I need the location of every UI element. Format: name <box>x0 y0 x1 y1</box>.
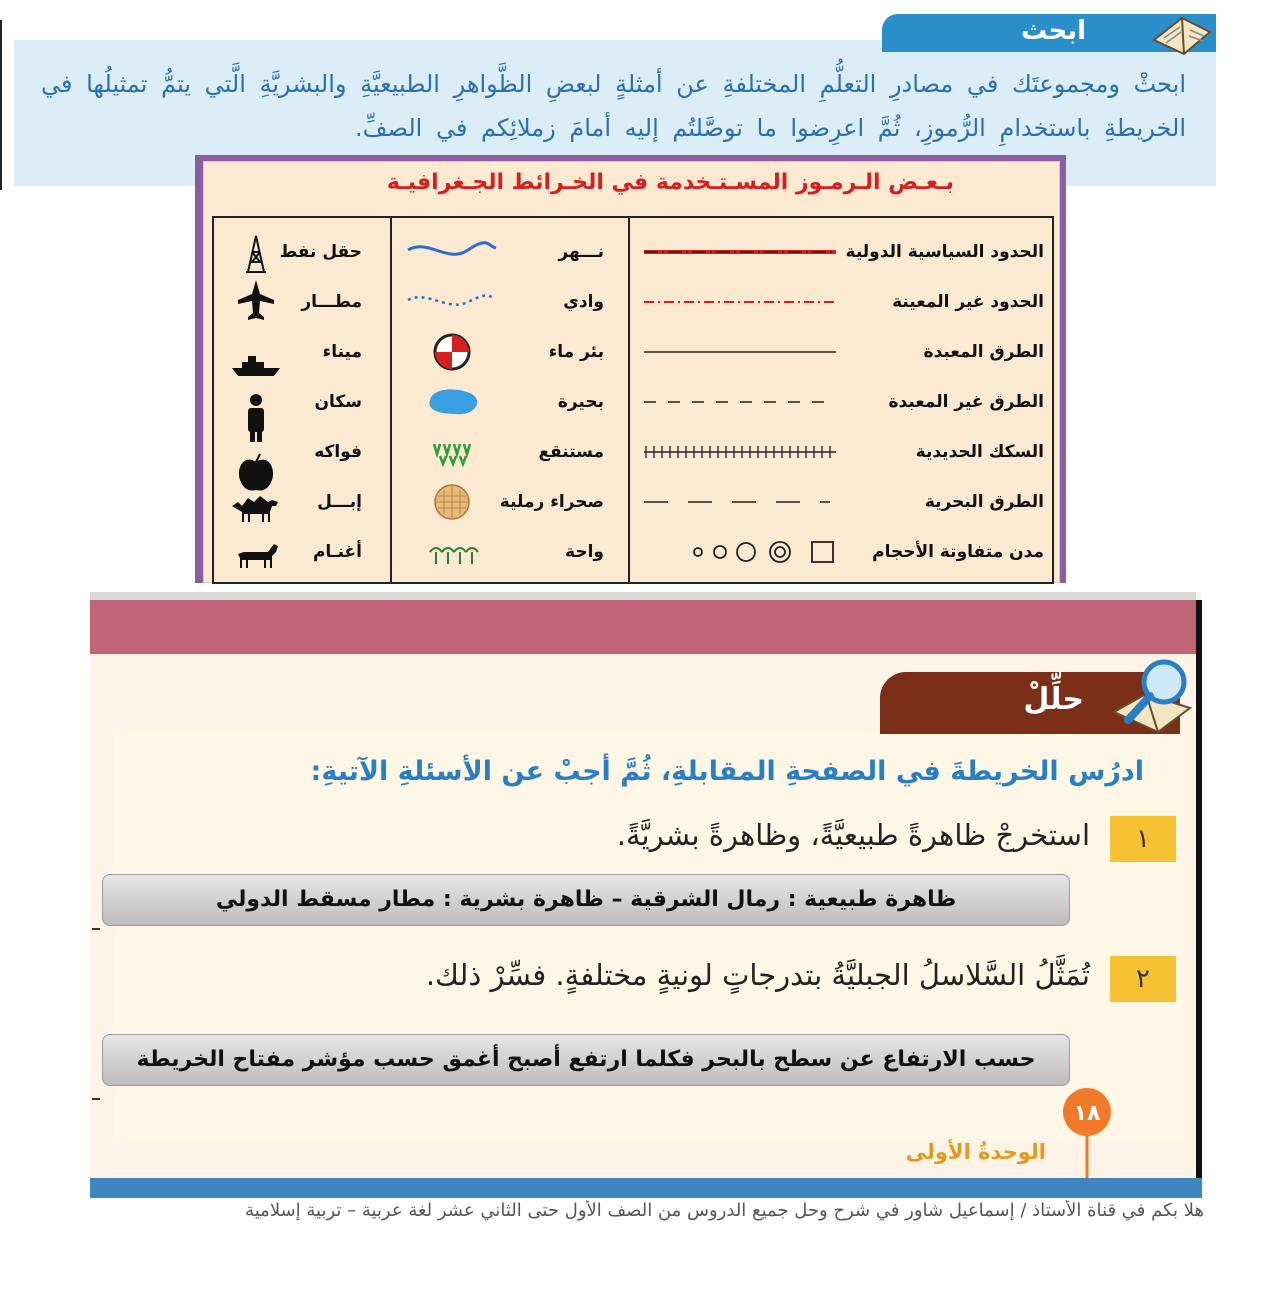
legend-label-swamp: مستنقع <box>538 442 604 462</box>
legend-label-sand-desert: صحراء رملية <box>499 492 604 512</box>
grid-divider <box>628 218 630 582</box>
question-1-text: استخرجْ ظاهرةً طبيعيَّةً، وظاهرةً بشريَّةً. <box>616 818 1090 852</box>
airplane-icon <box>238 280 274 320</box>
page-number-pin <box>1058 1086 1116 1186</box>
analyze-slide <box>90 592 1202 1198</box>
legend-label-sheep: أغنـام <box>312 542 362 562</box>
sand-desert-icon <box>435 485 469 519</box>
ship-icon <box>232 356 280 376</box>
apple-icon <box>239 454 273 491</box>
open-book-icon <box>1148 10 1216 56</box>
question-2-answer: حسب الارتفاع عن سطح بالبحر فكلما ارتفع أصبح أغمق حسب مؤشر مفتاح الخريطة <box>102 1034 1070 1086</box>
legend-grid <box>212 216 1054 584</box>
legend-label-river: نـــهر <box>558 242 604 262</box>
legend-label-water-well: بئر ماء <box>548 342 604 362</box>
water-well-icon <box>435 335 469 369</box>
legend-label-railways: السكك الحديدية <box>915 442 1044 462</box>
legend-label-lake: بحيرة <box>557 392 604 412</box>
swamp-icon <box>434 444 470 464</box>
margin-tick <box>92 928 100 930</box>
research-body-text: ابحثْ ومجموعتَك في مصادرِ التعلُّمِ المختلفةِ عن أمثلةٍ لبعضِ الظَّواهرِ الطبيعيَّةِ والبشريَّةِ الَّتي يتمُّ تمثيلُها في الخريطةِ باستخدامِ الرُّموزِ، ثُمَّ اعرِضوا ما توصَّلتُم إليه أمامَ زملائِكم في الصفِّ. <box>41 70 1186 142</box>
magnifier-book-icon <box>1106 652 1202 742</box>
question-1-number: ١ <box>1110 816 1176 862</box>
margin-tick <box>92 1098 100 1100</box>
slide-top-divider <box>90 592 1196 600</box>
railway-symbol <box>644 446 836 458</box>
map-symbols-figure <box>195 155 1066 583</box>
line-symbols <box>640 238 840 568</box>
unit-label: الوحدةُ الأولى <box>905 1140 1046 1164</box>
legend-label-cities: مدن متفاوتة الأحجام <box>872 542 1044 562</box>
legend-label-sea-routes: الطرق البحرية <box>924 492 1044 512</box>
oil-rig-icon <box>246 236 266 272</box>
question-1-answer: ظاهرة طبيعية : رمال الشرقية – ظاهرة بشرية : مطار مسقط الدولي <box>102 874 1070 926</box>
grid-divider <box>390 218 392 582</box>
legend-label-undefined-borders: الحدود غير المعينة <box>892 292 1044 312</box>
slide-footer-band <box>90 1178 1202 1198</box>
left-edge-bar <box>0 20 2 190</box>
goat-icon <box>238 544 278 568</box>
question-2-number: ٢ <box>1110 956 1176 1002</box>
legend-label-paved-roads: الطرق المعبدة <box>923 342 1044 362</box>
city-size-symbols <box>694 542 833 562</box>
slide-header-band <box>90 592 1196 654</box>
legend-label-population: سكان <box>314 392 362 412</box>
legend-label-unpaved-roads: الطرق غير المعبدة <box>888 392 1044 412</box>
legend-label-airport: مطـــار <box>301 292 362 312</box>
oasis-icon <box>430 548 478 564</box>
question-2-text: تُمَثَّلُ السَّلاسلُ الجبليَّةُ بتدرجاتٍ لونيةٍ مختلفةٍ. فسِّرْ ذلك. <box>425 958 1090 992</box>
person-icon <box>248 394 264 442</box>
legend-label-camels: إبـــل <box>317 492 362 512</box>
legend-label-wadi: وادي <box>563 292 604 312</box>
legend-label-fruit: فواكه <box>314 442 362 462</box>
instruction-text: ادرُس الخريطةَ في الصفحةِ المقابلةِ، ثُمَّ أجبْ عن الأسئلةِ الآتيةِ: <box>310 756 1144 787</box>
legend-label-international-borders: الحدود السياسية الدولية <box>845 242 1044 262</box>
legend-title: بـعـض الـرمـوز المسـتـخدمة في الخـرائط الجـغرافيـة <box>386 170 954 195</box>
map-symbols-panel <box>203 161 1060 583</box>
legend-label-port: ميناء <box>322 342 362 362</box>
lake-icon <box>429 389 477 414</box>
research-title: ابحث <box>1021 16 1086 46</box>
research-header-tab <box>882 14 1216 52</box>
legend-label-oasis: واحة <box>565 542 604 562</box>
channel-ticker-text: هلا بكم في قناة الأستاذ / إسماعيل شاور في شرح وحل جميع الدروس من الصف الأول حتى الثاني عشر لغة عربية – تربية إسلامية <box>245 1200 1204 1221</box>
wadi-icon <box>408 296 494 305</box>
page-number: ١٨ <box>1073 1101 1101 1126</box>
river-icon <box>408 243 496 255</box>
camel-icon <box>232 496 278 522</box>
legend-label-oil-field: حقل نفط <box>279 242 362 262</box>
analyze-title: حلِّلْ <box>1023 682 1084 717</box>
